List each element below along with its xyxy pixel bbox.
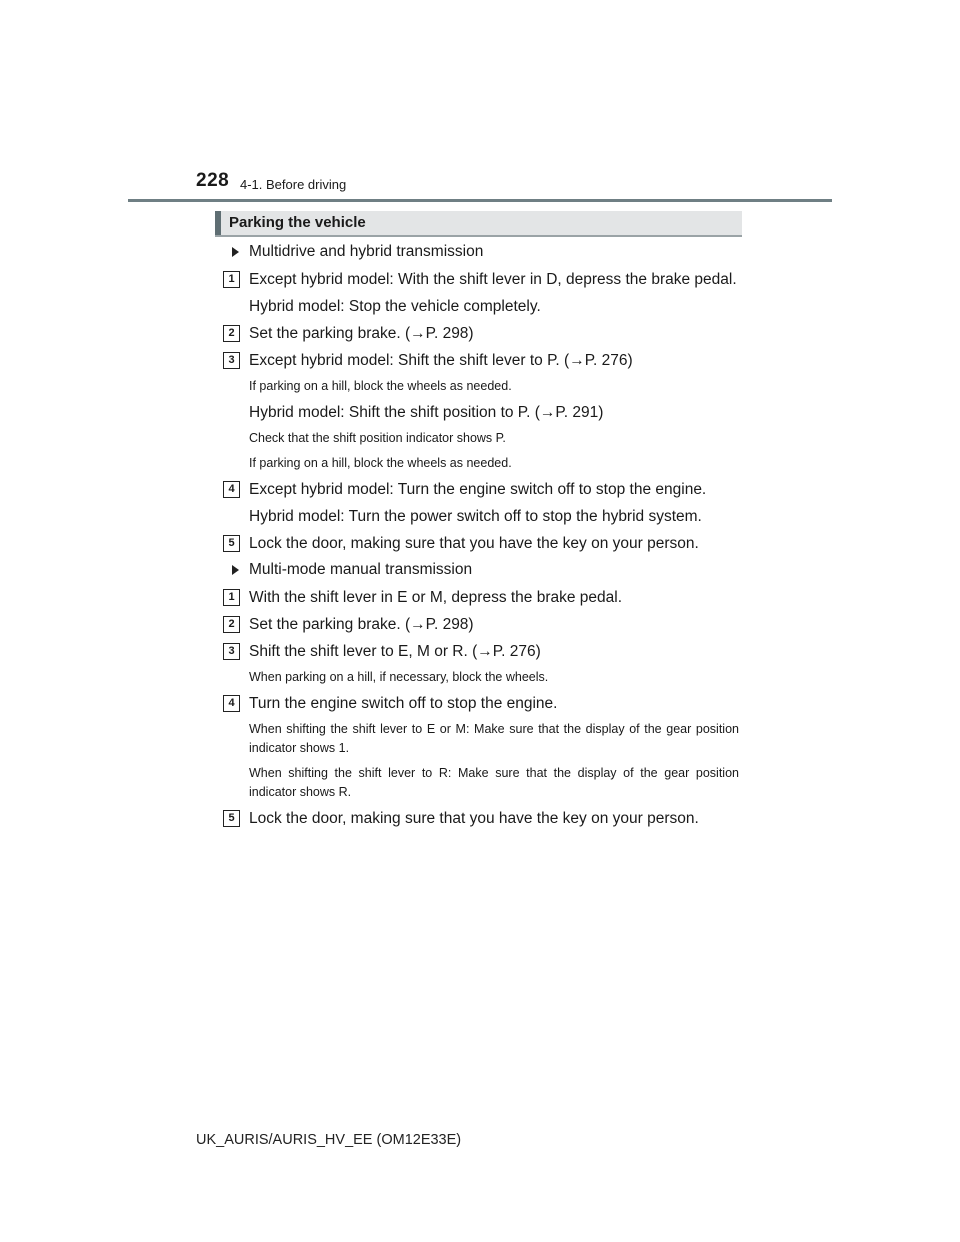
subsection-heading-multidrive xyxy=(223,242,739,262)
step-number-badge: 4 xyxy=(223,481,240,498)
step-item xyxy=(223,323,739,344)
triangle-bullet-icon xyxy=(232,565,239,575)
subsection-heading-text: Multi-mode manual transmission xyxy=(249,561,473,578)
step-item xyxy=(223,693,739,714)
step-note: When shifting the shift lever to R: Make sure that the display of the gear position indicator shows R. xyxy=(249,766,739,799)
step-number-badge: 3 xyxy=(223,352,240,369)
step-text: Except hybrid model: Turn the engine switch off to stop the engine. xyxy=(249,481,707,498)
step-text: With the shift lever in E or M, depress the brake pedal. xyxy=(249,589,623,606)
step-number-badge: 1 xyxy=(223,589,240,606)
step-continuation: Hybrid model: Shift the shift position to P. (→P. 291) xyxy=(249,404,604,421)
section-title-underline xyxy=(215,235,742,237)
step-number-badge: 2 xyxy=(223,325,240,342)
step-note: If parking on a hill, block the wheels as needed. xyxy=(249,379,512,393)
subsection-heading-text: Multidrive and hybrid transmission xyxy=(249,243,484,260)
subsection-heading-multimode xyxy=(223,560,739,580)
step-item xyxy=(223,641,739,662)
triangle-bullet-icon xyxy=(232,247,239,257)
step-text: Set the parking brake. (→P. 298) xyxy=(249,616,474,633)
step-item xyxy=(223,269,739,290)
step-item xyxy=(223,614,739,635)
step-continuation: Hybrid model: Turn the power switch off to stop the hybrid system. xyxy=(249,508,702,525)
section-title: Parking the vehicle xyxy=(215,211,742,235)
step-note: When shifting the shift lever to E or M: Make sure that the display of the gear position indicator shows 1. xyxy=(249,722,739,755)
step-note: Check that the shift position indicator shows P. xyxy=(249,431,506,445)
step-continuation: Hybrid model: Stop the vehicle completely. xyxy=(249,298,541,315)
step-item xyxy=(223,808,739,829)
step-text: Turn the engine switch off to stop the engine. xyxy=(249,695,558,712)
step-text: Except hybrid model: Shift the shift lever to P. (→P. 276) xyxy=(249,352,633,369)
step-number-badge: 4 xyxy=(223,695,240,712)
step-number-badge: 5 xyxy=(223,535,240,552)
step-text: Lock the door, making sure that you have the key on your person. xyxy=(249,810,699,827)
step-number-badge: 3 xyxy=(223,643,240,660)
header-divider xyxy=(128,199,832,202)
step-item xyxy=(223,350,739,371)
step-text: Shift the shift lever to E, M or R. (→P. 276) xyxy=(249,643,541,660)
step-number-badge: 5 xyxy=(223,810,240,827)
breadcrumb: 4-1. Before driving xyxy=(240,177,347,192)
step-item xyxy=(223,587,739,608)
step-number-badge: 1 xyxy=(223,271,240,288)
step-text: Lock the door, making sure that you have the key on your person. xyxy=(249,535,699,552)
page-content xyxy=(223,242,739,835)
step-item xyxy=(223,533,739,554)
step-number-badge: 2 xyxy=(223,616,240,633)
step-note: When parking on a hill, if necessary, block the wheels. xyxy=(249,670,549,684)
footer-document-code: UK_AURIS/AURIS_HV_EE (OM12E33E) xyxy=(196,1132,462,1148)
step-text: Except hybrid model: With the shift lever in D, depress the brake pedal. xyxy=(249,271,737,288)
step-item xyxy=(223,479,739,500)
page-number: 228 xyxy=(196,170,230,191)
step-note: If parking on a hill, block the wheels as needed. xyxy=(249,456,512,470)
step-text: Set the parking brake. (→P. 298) xyxy=(249,325,474,342)
